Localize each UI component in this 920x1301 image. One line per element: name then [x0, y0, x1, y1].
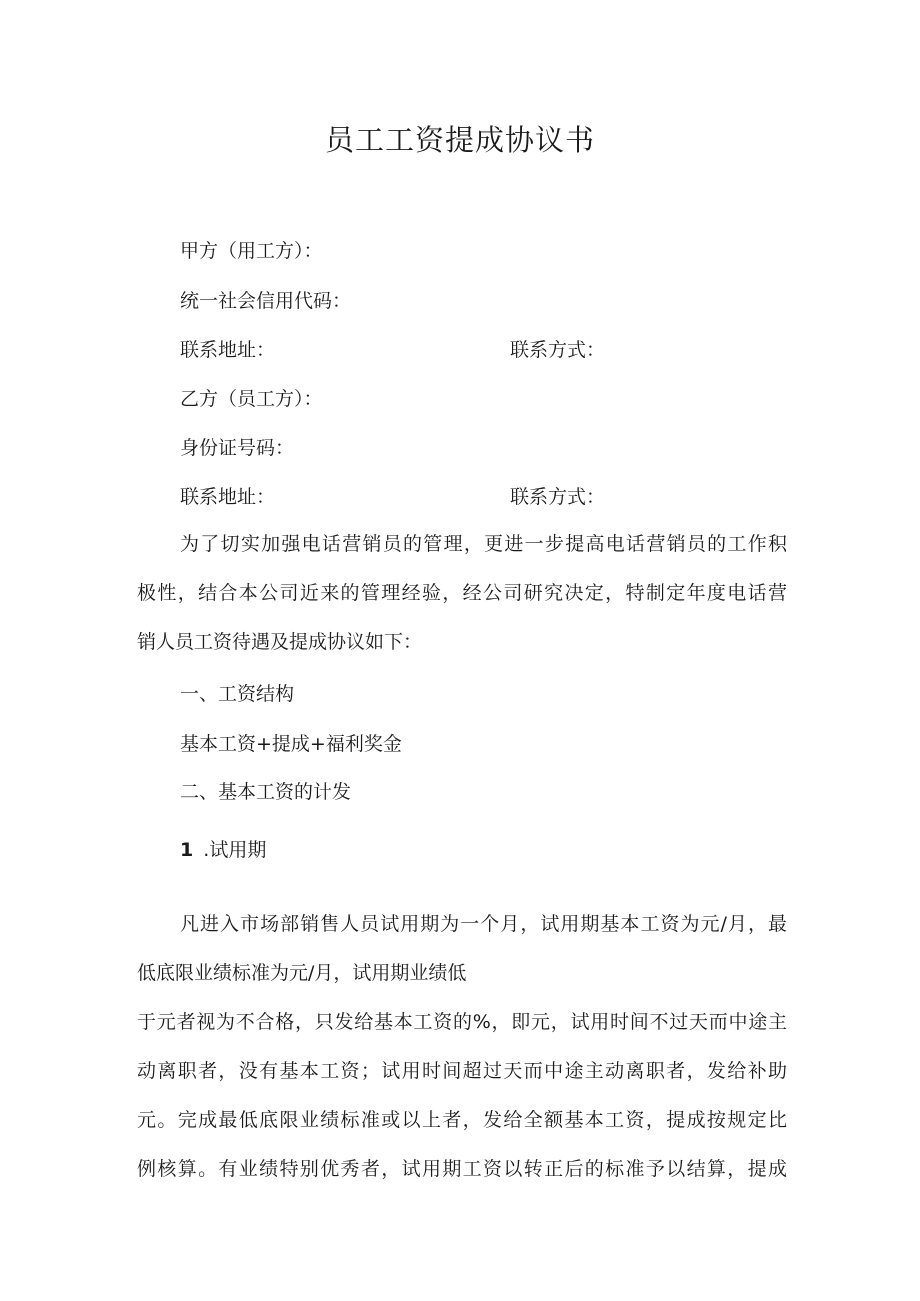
contact-b-label: 联系方式：: [510, 486, 606, 508]
credit-code-label: 统一社会信用代码：: [180, 290, 352, 312]
trial-paragraph-1: [137, 900, 787, 998]
trial-line: 低底限业绩标准为元/月，试用期业绩低: [137, 962, 467, 984]
intro-paragraph: [137, 520, 787, 667]
subsection-heading: [180, 835, 266, 862]
contact-a-label: 联系方式：: [510, 339, 606, 361]
party-b-label: 乙方（员工方）：: [180, 388, 323, 410]
section-heading-1: 一、工资结构: [180, 683, 295, 705]
page-title: 员工工资提成协议书: [324, 123, 595, 157]
trial-line: 凡进入市场部销售人员试用期为一个月，试用期基本工资为元/月，最: [180, 913, 787, 935]
subsection-number: 1: [180, 839, 194, 861]
subsection-label: .试用期: [203, 839, 267, 861]
address-b-label: 联系地址：: [180, 486, 276, 508]
section-heading-2: 二、基本工资的计发: [180, 781, 352, 803]
intro-line: 为了切实加强电话营销员的管理，更进一步提高电话营销员的工作积: [180, 533, 787, 555]
address-a-label: 联系地址：: [180, 339, 276, 361]
trial-line: 动离职者，没有基本工资；试用时间超过天而中途主动离职者，发给补助: [137, 1060, 787, 1082]
section-1-content: 基本工资+提成+福利奖金: [180, 733, 402, 755]
trial-line: 例核算。有业绩特别优秀者，试用期工资以转正后的标准予以结算，提成: [137, 1158, 787, 1180]
trial-line: 元。完成最低底限业绩标准或以上者，发给全额基本工资，提成按规定比: [137, 1109, 787, 1131]
intro-line: 极性，结合本公司近来的管理经验，经公司研究决定，特制定年度电话营: [137, 582, 787, 604]
party-a-label: 甲方（用工方）：: [180, 240, 323, 262]
intro-line: 销人员工资待遇及提成协议如下：: [137, 631, 423, 653]
trial-line: 于元者视为不合格，只发给基本工资的%，即元，试用时间不过天而中途主: [137, 1011, 787, 1033]
trial-paragraph-2: [137, 998, 787, 1194]
id-number-label: 身份证号码：: [180, 437, 295, 459]
